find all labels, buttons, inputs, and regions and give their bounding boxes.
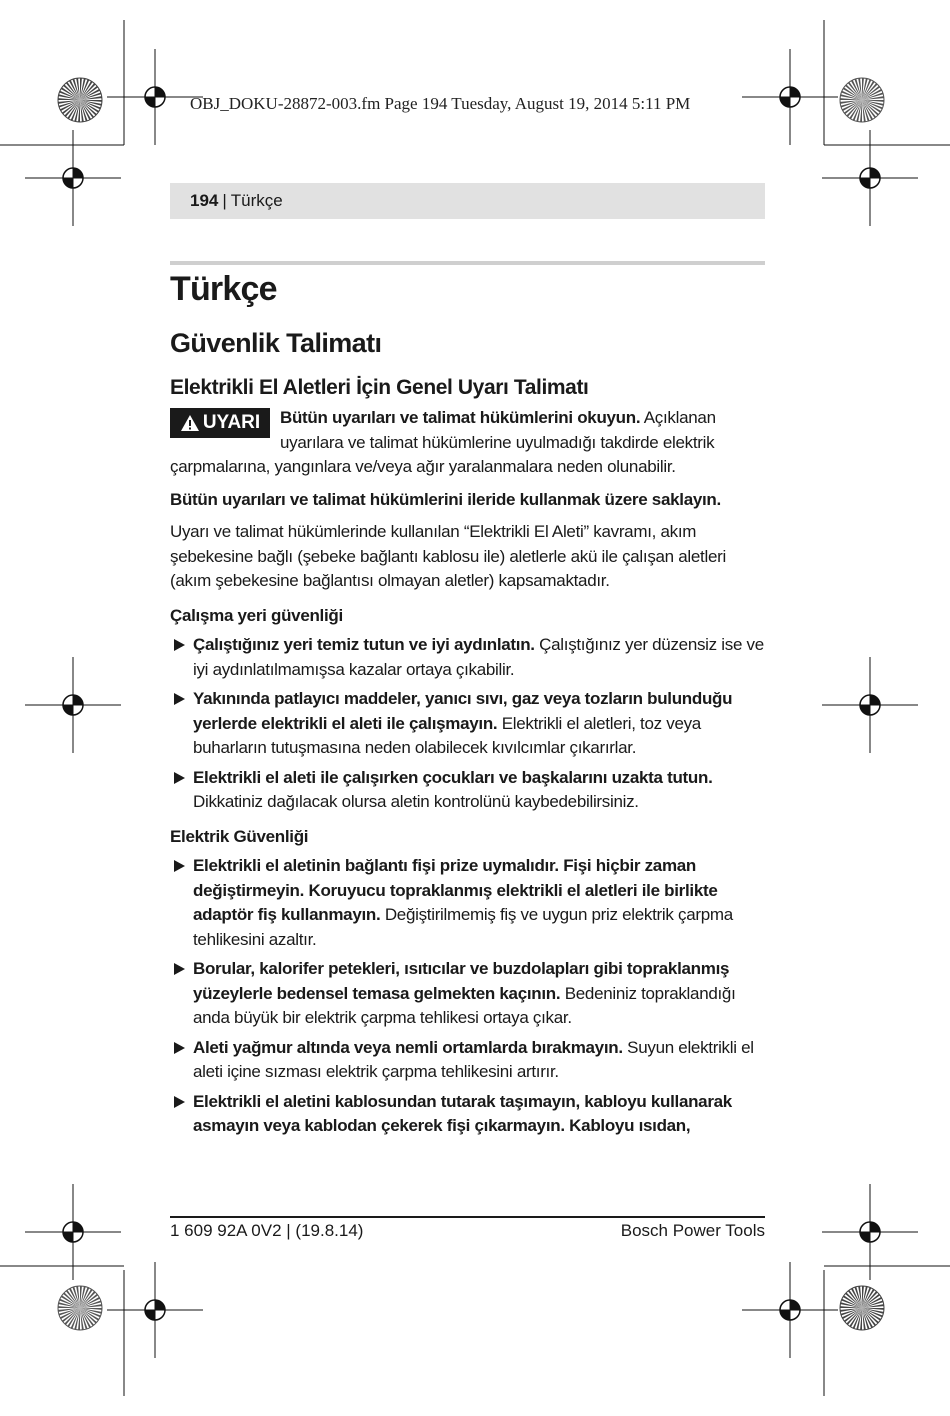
registration-starburst-icon xyxy=(58,1286,102,1330)
registration-starburst-icon xyxy=(840,1286,884,1330)
list-item-text: Bedeniniz topraklandığı anda büyük bir elektrik çarpma tehlikesi ortaya çıkar. xyxy=(193,983,736,1027)
warning-badge xyxy=(170,408,270,438)
electrical-safety-list xyxy=(170,854,765,1139)
list-item-bold: Aleti yağmur altında veya nemli ortamlarda bırakmayın. xyxy=(193,1037,623,1057)
keep-instructions-text: Bütün uyarıları ve talimat hükümlerini ileride kullanmak üzere saklayın. xyxy=(170,489,721,509)
work-area-list xyxy=(170,633,765,815)
list-item-text: Elektrikli el aletleri, toz veya buharların tutuşmasına neden olabilecek kıvılcımlar çıkarırlar. xyxy=(193,713,701,757)
registration-starburst-icon xyxy=(840,78,884,122)
list-item-bold: Çalıştığınız yeri temiz tutun ve iyi aydınlatın. xyxy=(193,635,535,654)
page-title: Türkçe xyxy=(170,270,277,308)
registration-crosshair-icon xyxy=(107,1262,203,1358)
warning-badge-label: UYARI xyxy=(202,411,261,433)
page-bar-separator: | xyxy=(222,191,227,210)
registration-starburst-icon xyxy=(58,78,102,122)
bullet-triangle-icon xyxy=(174,693,185,705)
bullet-triangle-icon xyxy=(174,963,185,975)
section-heading-electrical: Elektrik Güvenliği xyxy=(170,826,309,846)
bullet-triangle-icon xyxy=(174,860,185,872)
page-language: Türkçe xyxy=(230,191,283,210)
list-item xyxy=(170,1036,765,1085)
bullet-triangle-icon xyxy=(174,772,185,784)
page-number: 194 xyxy=(190,191,219,210)
list-item xyxy=(170,1090,765,1139)
registration-crosshair-icon xyxy=(25,657,121,753)
registration-crosshair-icon xyxy=(107,49,203,145)
registration-crosshair-icon xyxy=(822,657,918,753)
list-item-text: Değiştirilmemiş fiş ve uygun priz elektrik çarpma tehlikesini azaltır. xyxy=(193,905,733,949)
list-item xyxy=(170,957,765,1031)
definition-paragraph: Uyarı ve talimat hükümlerinde kullanılan “Elektrikli El Aleti” kavramı, akım şebekesine bağlı (şebeke bağlantı kablosu ile) aletlerle akü ile çalışan aletleri (akım şebekesine bağlantısı olmayan aletler) kapsamaktadır. xyxy=(170,522,726,590)
file-info-slug: OBJ_DOKU-28872-003.fm Page 194 Tuesday, August 19, 2014 5:11 PM xyxy=(190,94,691,113)
footer-brand: Bosch Power Tools xyxy=(620,1221,765,1240)
list-item xyxy=(170,633,765,682)
list-item-bold: Elektrikli el aletini kablosundan tutarak taşımayın, kabloyu kullanarak asmayın veya kablodan çekerek fişi çıkarmayın. Kabloyu ısıdan, xyxy=(193,1091,732,1135)
bullet-triangle-icon xyxy=(174,639,185,651)
warning-paragraph xyxy=(170,406,765,480)
page-header-bar xyxy=(170,183,765,219)
list-item-bold: Elektrikli el aletinin bağlantı fişi prize uymalıdır. Fişi hiçbir zaman değiştirmeyin. Koruyucu topraklanmış elektrikli el aletleri ile birlikte adaptör fiş kullanmayın. xyxy=(193,856,718,924)
page-subtitle: Güvenlik Talimatı xyxy=(170,328,382,358)
warning-triangle-icon xyxy=(180,414,200,432)
registration-crosshair-icon xyxy=(25,130,121,226)
main-content xyxy=(170,268,765,1144)
section-heading-work-area: Çalışma yeri güvenliği xyxy=(170,605,343,625)
content-top-rule xyxy=(170,261,765,265)
bullet-triangle-icon xyxy=(174,1096,185,1108)
list-item-bold: Borular, kalorifer petekleri, ısıtıcılar ve buzdolapları gibi topraklanmış yüzeylerle bedensel temasa gelmekten kaçının. xyxy=(193,959,730,1003)
list-item-text: Dikkatiniz dağılacak olursa aletin kontrolünü kaybedebilirsiniz. xyxy=(193,792,639,811)
list-item-bold: Elektrikli el aleti ile çalışırken çocukları ve başkalarını uzakta tutun. xyxy=(193,767,713,787)
list-item xyxy=(170,766,765,815)
warning-body-text: Açıklanan uyarılara ve talimat hükümlerine uyulmadığı takdirde elektrik çarpmalarına, yangınlara ve/veya ağır yaralanmalara neden olunabilir. xyxy=(170,408,716,476)
footer-doc-code: 1 609 92A 0V2 | (19.8.14) xyxy=(170,1221,364,1240)
list-item-bold: Yakınında patlayıcı maddeler, yanıcı sıvı, gaz veya tozların bulunduğu yerlerde elektrikli el aleti ile çalışmayın. xyxy=(193,689,733,733)
bullet-triangle-icon xyxy=(174,1042,185,1054)
list-item-text: Çalıştığınız yer düzensiz ise ve iyi aydınlatılmamışsa kazalar ortaya çıkabilir. xyxy=(193,635,764,679)
registration-crosshair-icon xyxy=(822,130,918,226)
list-item xyxy=(170,854,765,952)
warning-bold-text: Bütün uyarıları ve talimat hükümlerini okuyun. xyxy=(280,408,641,427)
list-item xyxy=(170,687,765,761)
section-heading: Elektrikli El Aletleri İçin Genel Uyarı Talimatı xyxy=(170,376,589,399)
keep-instructions-notice xyxy=(170,488,765,513)
list-item-text: Suyun elektrikli el aleti içine sızması elektrik çarpma tehlikesini artırır. xyxy=(193,1037,754,1081)
footer-rule xyxy=(170,1216,765,1218)
